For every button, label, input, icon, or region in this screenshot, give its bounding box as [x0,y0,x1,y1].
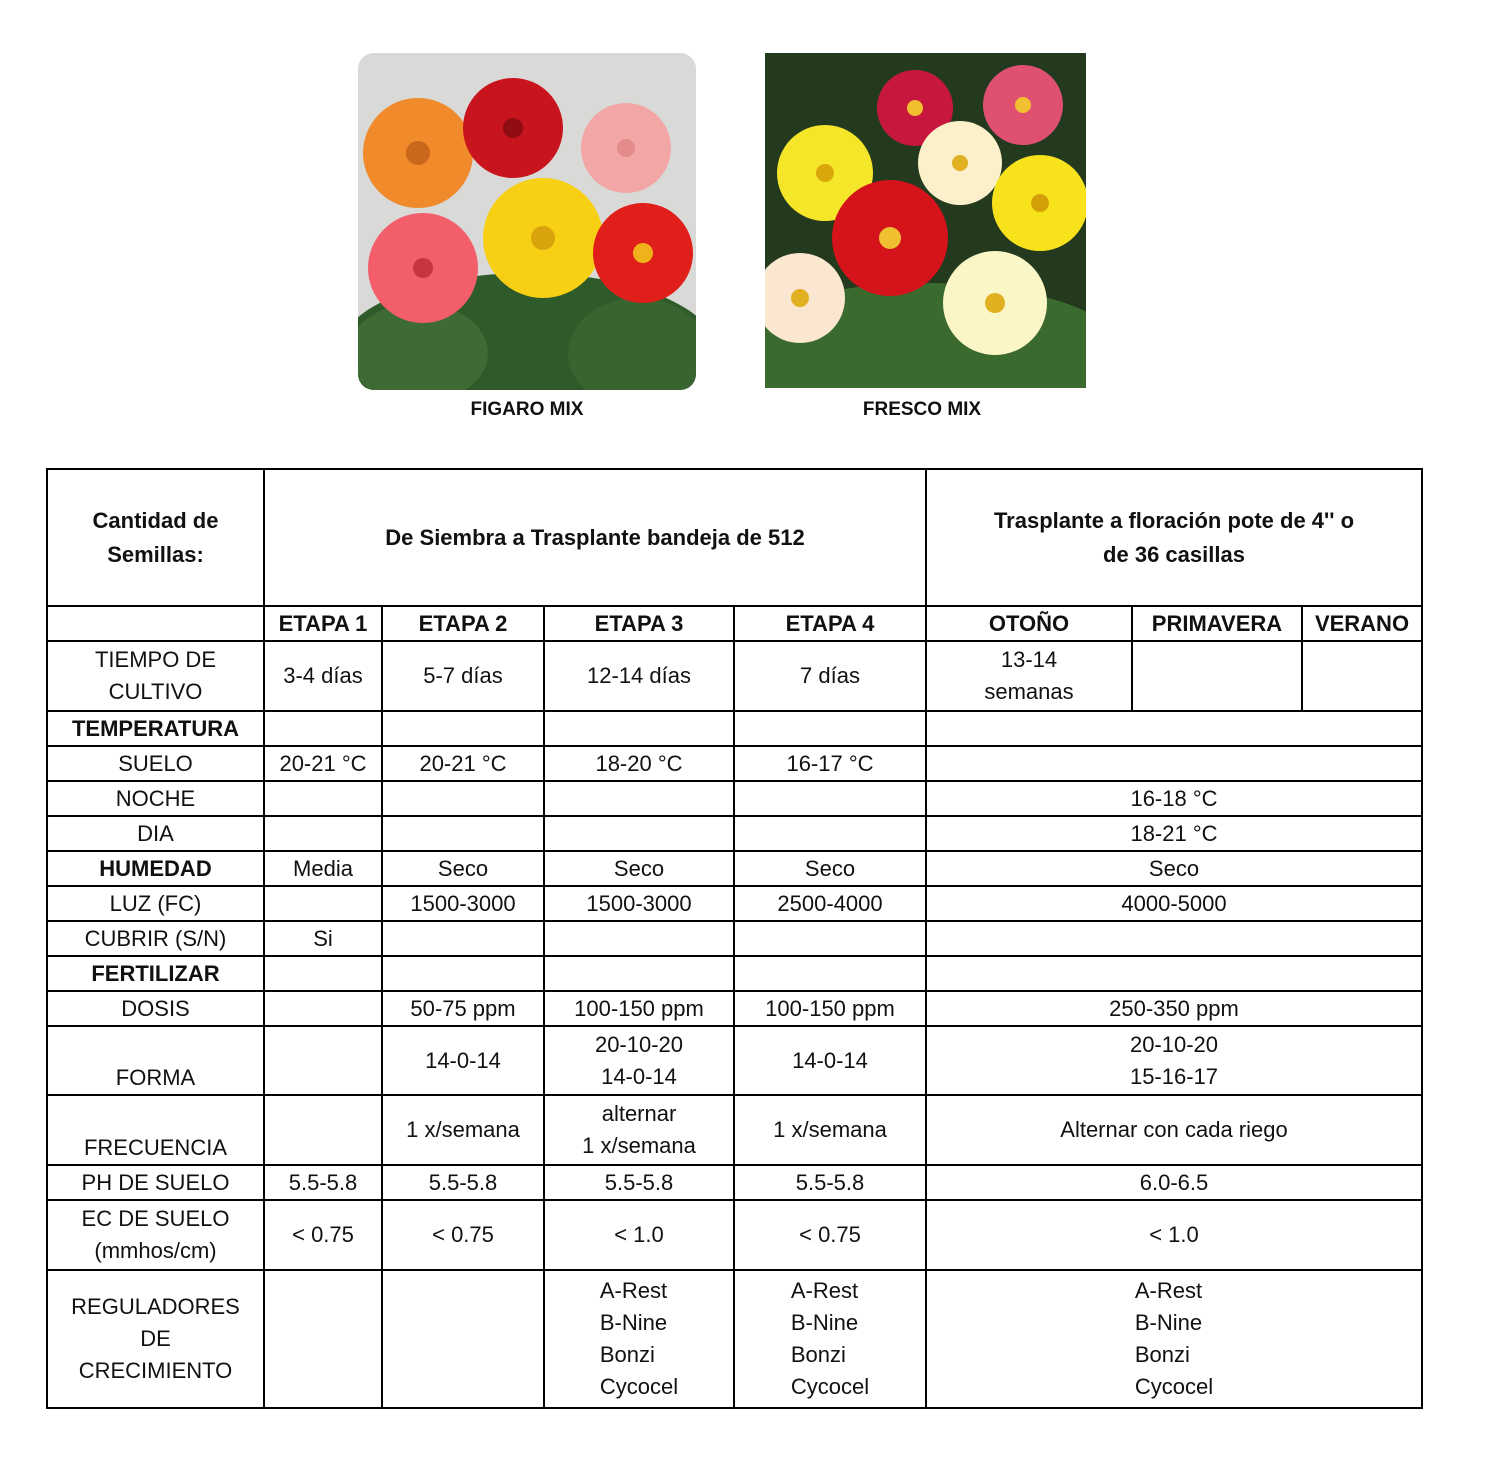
suelo-trasplante [926,746,1422,781]
row-label-temperatura: TEMPERATURA [47,711,264,746]
dosis-etapa-2: 50-75 ppm [382,991,544,1026]
row-label-tiempo: TIEMPO DE CULTIVO [47,641,264,711]
suelo-etapa-2: 20-21 °C [382,746,544,781]
figaro-mix-caption: FIGARO MIX [470,399,584,420]
empty-cell [382,816,544,851]
frecuencia-trasplante: Alternar con cada riego [926,1095,1422,1165]
row-label-fertilizar: FERTILIZAR [47,956,264,991]
ph-etapa-2: 5.5-5.8 [382,1165,544,1200]
col-etapa-1: ETAPA 1 [264,606,382,641]
luz-etapa-3: 1500-3000 [544,886,734,921]
dosis-etapa-3: 100-150 ppm [544,991,734,1026]
dahlia-photo-figaro-icon [358,53,696,390]
ec-etapa-2: < 0.75 [382,1200,544,1270]
ph-trasplante: 6.0-6.5 [926,1165,1422,1200]
empty-cell [544,956,734,991]
empty-cell [382,956,544,991]
empty-cell [264,711,382,746]
luz-etapa-2: 1500-3000 [382,886,544,921]
empty-cell [734,781,926,816]
empty-cell [264,781,382,816]
empty-cell [734,921,926,956]
forma-etapa-4: 14-0-14 [734,1026,926,1095]
empty-cell [264,1095,382,1165]
row-label-suelo: SUELO [47,746,264,781]
sowing-to-transplant-header: De Siembra a Trasplante bandeja de 512 [264,469,926,606]
transplant-to-flowering-header: Trasplante a floración pote de 4'' o de 36 casillas [926,469,1422,606]
forma-trasplante: 20-10-20 15-16-17 [926,1026,1422,1095]
col-otono: OTOÑO [926,606,1132,641]
ec-trasplante: < 1.0 [926,1200,1422,1270]
row-label-cubrir: CUBRIR (S/N) [47,921,264,956]
tiempo-etapa-3: 12-14 días [544,641,734,711]
empty-cell [382,711,544,746]
empty-cell [926,921,1422,956]
empty-cell [544,921,734,956]
reguladores-trasplante [926,1270,1422,1408]
row-label-noche: NOCHE [47,781,264,816]
empty-cell [264,991,382,1026]
dosis-trasplante: 250-350 ppm [926,991,1422,1026]
row-label-reguladores: REGULADORES DE CRECIMIENTO [47,1270,264,1408]
empty-cell [382,1270,544,1408]
col-verano: VERANO [1302,606,1422,641]
growing-schedule-table [46,468,1423,1409]
fresco-mix-caption: FRESCO MIX [862,399,982,420]
empty-cell [734,816,926,851]
row-label-dosis: DOSIS [47,991,264,1026]
humedad-etapa-3: Seco [544,851,734,886]
row-label-luz: LUZ (FC) [47,886,264,921]
empty-cell [47,606,264,641]
empty-cell [264,1026,382,1095]
dosis-etapa-4: 100-150 ppm [734,991,926,1026]
luz-etapa-1 [264,886,382,921]
noche-trasplante: 16-18 °C [926,781,1422,816]
col-etapa-2: ETAPA 2 [382,606,544,641]
empty-cell [264,956,382,991]
empty-cell [382,921,544,956]
row-label-frecuencia: FRECUENCIA [47,1095,264,1165]
forma-etapa-3: 20-10-20 14-0-14 [544,1026,734,1095]
row-label-humedad: HUMEDAD [47,851,264,886]
suelo-etapa-4: 16-17 °C [734,746,926,781]
luz-etapa-4: 2500-4000 [734,886,926,921]
row-label-ec: EC DE SUELO (mmhos/cm) [47,1200,264,1270]
empty-cell [926,711,1422,746]
ec-etapa-3: < 1.0 [544,1200,734,1270]
frecuencia-etapa-3: alternar 1 x/semana [544,1095,734,1165]
empty-cell [734,711,926,746]
figaro-mix-photo [358,53,696,390]
row-label-dia: DIA [47,816,264,851]
humedad-etapa-1: Media [264,851,382,886]
empty-cell [544,781,734,816]
frecuencia-etapa-4: 1 x/semana [734,1095,926,1165]
empty-cell [264,1270,382,1408]
tiempo-verano [1302,641,1422,711]
humedad-etapa-4: Seco [734,851,926,886]
tiempo-otono: 13-14 semanas [926,641,1132,711]
suelo-etapa-3: 18-20 °C [544,746,734,781]
ph-etapa-4: 5.5-5.8 [734,1165,926,1200]
dia-trasplante: 18-21 °C [926,816,1422,851]
ph-etapa-3: 5.5-5.8 [544,1165,734,1200]
ph-etapa-1: 5.5-5.8 [264,1165,382,1200]
col-etapa-4: ETAPA 4 [734,606,926,641]
empty-cell [544,816,734,851]
luz-trasplante: 4000-5000 [926,886,1422,921]
fresco-mix-photo [765,53,1086,388]
tiempo-etapa-2: 5-7 días [382,641,544,711]
humedad-etapa-2: Seco [382,851,544,886]
dahlia-photo-fresco-icon [765,53,1086,388]
ec-etapa-1: < 0.75 [264,1200,382,1270]
reguladores-list: A-Rest B-Nine Bonzi Cycocel [1134,1278,1214,1399]
empty-cell [382,781,544,816]
reguladores-etapa-3 [544,1270,734,1408]
reguladores-list: A-Rest B-Nine Bonzi Cycocel [790,1278,870,1399]
empty-cell [544,711,734,746]
reguladores-list: A-Rest B-Nine Bonzi Cycocel [599,1278,679,1399]
reguladores-etapa-4 [734,1270,926,1408]
tiempo-primavera [1132,641,1302,711]
col-etapa-3: ETAPA 3 [544,606,734,641]
suelo-etapa-1: 20-21 °C [264,746,382,781]
row-label-forma: FORMA [47,1026,264,1095]
humedad-trasplante: Seco [926,851,1422,886]
seed-quantity-header: Cantidad de Semillas: [47,469,264,606]
row-label-ph: PH DE SUELO [47,1165,264,1200]
empty-cell [926,956,1422,991]
tiempo-etapa-1: 3-4 días [264,641,382,711]
empty-cell [264,816,382,851]
cubrir-etapa-1: Si [264,921,382,956]
tiempo-etapa-4: 7 días [734,641,926,711]
frecuencia-etapa-2: 1 x/semana [382,1095,544,1165]
col-primavera: PRIMAVERA [1132,606,1302,641]
forma-etapa-2: 14-0-14 [382,1026,544,1095]
empty-cell [734,956,926,991]
ec-etapa-4: < 0.75 [734,1200,926,1270]
